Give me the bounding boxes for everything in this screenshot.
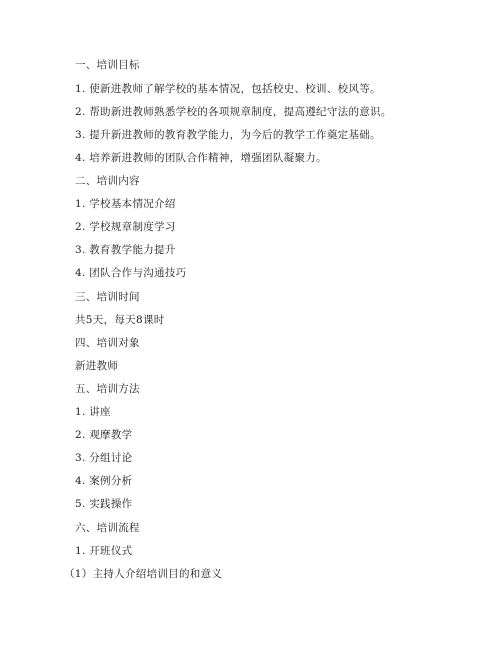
goal-item-1: 1. 使新进教师了解学校的基本情况，包括校史、校训、校风等。	[75, 83, 381, 95]
method-item-5: 5. 实践操作	[75, 498, 133, 510]
section-heading-goals: 一、培训目标	[75, 59, 140, 71]
content-item-3: 3. 教育教学能力提升	[75, 244, 176, 256]
audience-text: 新进教师	[75, 360, 119, 372]
method-item-2: 2. 观摩教学	[75, 429, 133, 441]
content-item-2: 2. 学校规章制度学习	[75, 221, 176, 233]
content-item-1: 1. 学校基本情况介绍	[75, 198, 176, 210]
method-item-1: 1. 讲座	[75, 406, 111, 418]
method-item-3: 3. 分组讨论	[75, 452, 133, 464]
section-heading-process: 六、培训流程	[75, 522, 140, 534]
goal-item-2: 2. 帮助新进教师熟悉学校的各项规章制度，提高遵纪守法的意识。	[75, 106, 392, 118]
process-item-1: 1. 开班仪式	[75, 545, 133, 557]
section-heading-time: 三、培训时间	[75, 291, 140, 303]
method-item-4: 4. 案例分析	[75, 475, 133, 487]
section-heading-content: 二、培训内容	[75, 175, 140, 187]
content-item-4: 4. 团队合作与沟通技巧	[75, 267, 187, 279]
section-heading-audience: 四、培训对象	[75, 337, 140, 349]
goal-item-3: 3. 提升新进教师的教育教学能力，为今后的教学工作奠定基础。	[75, 129, 381, 141]
time-text: 共5天，每天8课时	[75, 314, 165, 326]
section-heading-methods: 五、培训方法	[75, 383, 140, 395]
process-subitem-1: （1）主持人介绍培训目的和意义	[64, 568, 223, 580]
goal-item-4: 4. 培养新进教师的团队合作精神，增强团队凝聚力。	[75, 152, 327, 164]
